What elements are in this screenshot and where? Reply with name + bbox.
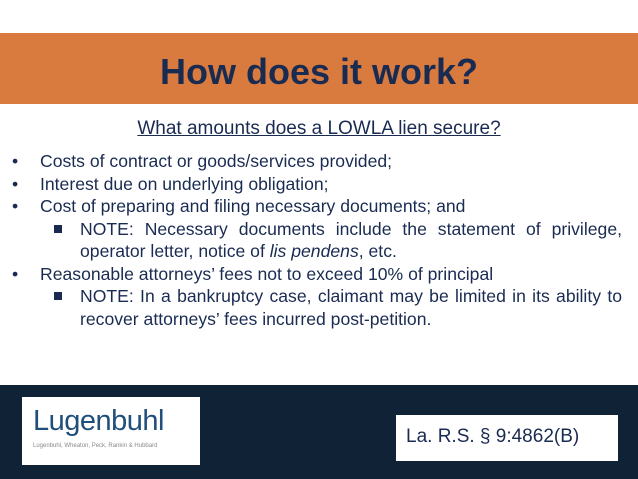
square-bullet-icon: [54, 292, 62, 300]
logo-subtext: Lugenbuhl, Wheaton, Peck, Rankin & Hubbard: [33, 443, 158, 449]
list-item-text: Costs of contract or goods/services provided;: [40, 151, 393, 171]
citation: La. R.S. § 9:4862(B): [406, 426, 580, 447]
page-title: How does it work?: [159, 51, 479, 92]
sub-list-item: [12, 285, 622, 330]
bullet-icon: •: [12, 173, 19, 194]
bullet-icon: •: [12, 151, 19, 171]
content-list: [12, 150, 622, 330]
list-item-text: Reasonable attorneys’ fees not to exceed 10% of principal: [40, 263, 494, 284]
list-item-text: Cost of preparing and filing necessary documents; and: [40, 196, 466, 216]
bullet-icon: •: [12, 196, 19, 216]
bullet-icon: •: [12, 263, 19, 284]
square-bullet-icon: [54, 225, 62, 233]
list-item: [12, 173, 622, 196]
note-italic-text: lis pendens: [269, 241, 359, 261]
list-item: [12, 195, 622, 218]
note-suffix-text: , etc.: [358, 241, 397, 261]
note-text: NOTE: In a bankruptcy case, claimant may be limited in its ability to recover attorneys’ fees incurred post-petition.: [80, 286, 622, 329]
list-item: [12, 263, 622, 286]
note-text: NOTE: Necessary documents include the statement of privilege, operator letter, notice of: [80, 218, 622, 261]
list-item: [12, 150, 622, 173]
logo-text: Lugenbuhl: [33, 405, 164, 437]
sub-list-item: [12, 218, 622, 263]
list-item-text: Interest due on underlying obligation;: [40, 173, 329, 194]
subtitle: What amounts does a LOWLA lien secure?: [137, 118, 501, 139]
